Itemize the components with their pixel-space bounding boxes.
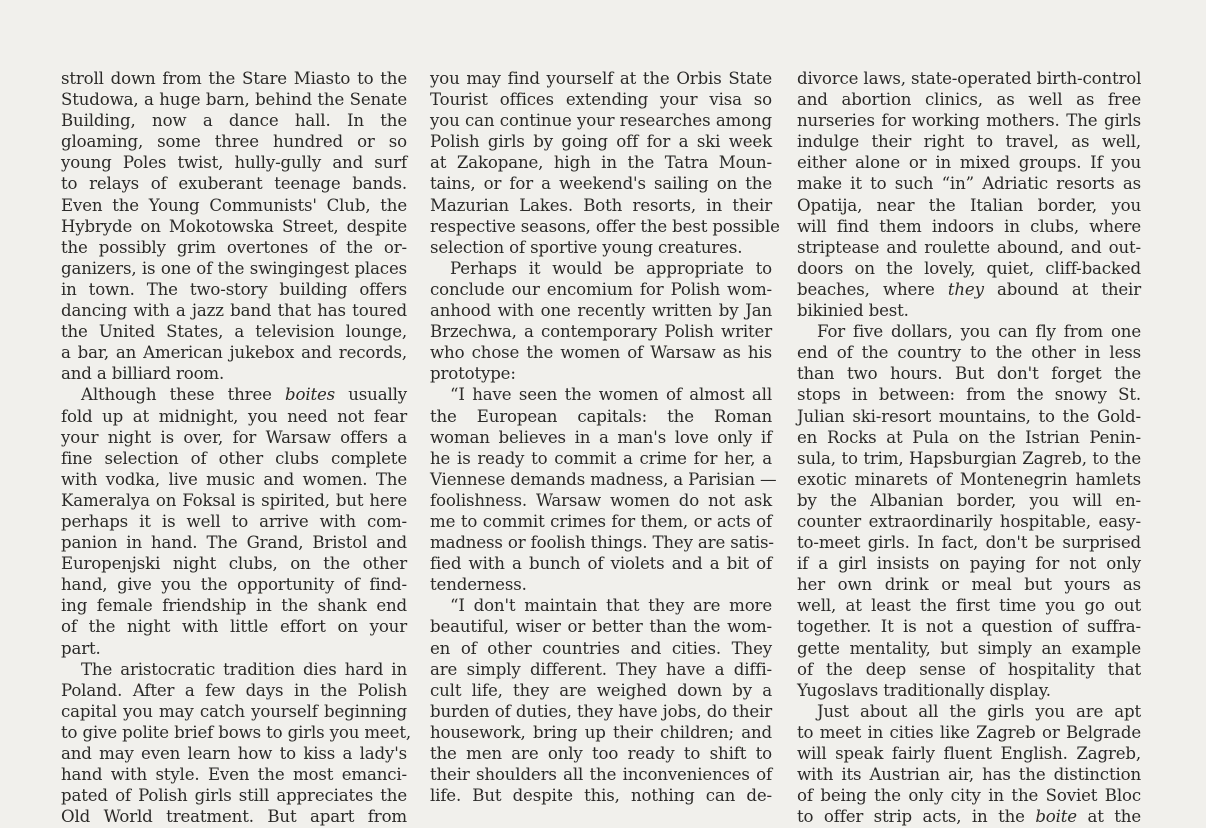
text-line: their shoulders all the inconveniences of <box>430 765 772 785</box>
text-line: “I have seen the women of almost all <box>450 385 772 405</box>
text-line: than two hours. But don't forget the <box>797 364 1141 384</box>
text-line: and abortion clinics, as well as free <box>797 90 1141 110</box>
text-line: Studowa, a huge barn, behind the Senate <box>61 90 407 110</box>
text-line: perhaps it is well to arrive with com- <box>61 511 407 531</box>
text-line: young Poles twist, hully-gully and surf <box>61 153 407 173</box>
text-line: doors on the lovely, quiet, cliff-backed <box>797 258 1141 278</box>
text-line: with vodka, live music and women. The <box>61 469 407 489</box>
text-line: “I don't maintain that they are more <box>450 596 772 616</box>
text-line: her own drink or meal but yours as <box>797 575 1141 595</box>
text-line: by the Albanian border, you will en- <box>797 490 1141 510</box>
text-line: Perhaps it would be appropriate to <box>450 258 772 278</box>
text-line: part. <box>61 638 101 658</box>
text-line: woman believes in a man's love only if <box>430 427 772 447</box>
text-column-1 <box>61 68 411 827</box>
text-line: burden of duties, they have jobs, do their <box>430 701 772 721</box>
text-line: For five dollars, you can fly from one <box>817 322 1141 342</box>
text-line: Tourist offices extending your visa so <box>430 90 772 110</box>
text-line: Poland. After a few days in the Polish <box>61 680 407 700</box>
text-line: of the night with little effort on your <box>61 617 407 637</box>
text-line: if a girl insists on paying for not only <box>797 554 1141 574</box>
text-line: make it to such “in” Adriatic resorts as <box>797 174 1141 194</box>
text-line: a bar, an American jukebox and records, <box>61 343 407 363</box>
text-line: dancing with a jazz band that has toured <box>61 301 407 321</box>
text-line: Building, now a dance hall. In the <box>61 111 407 131</box>
text-line: your night is over, for Warsaw offers a <box>61 427 407 447</box>
text-line: Just about all the girls you are apt <box>817 701 1141 721</box>
text-line: Yugoslavs traditionally display. <box>797 680 1051 700</box>
text-line: of the deep sense of hospitality that <box>797 659 1141 679</box>
text-line: fold up at midnight, you need not fear <box>61 406 407 426</box>
text-line: Although these three boites usually <box>81 385 407 405</box>
text-line: the possibly grim overtones of the or- <box>61 237 407 257</box>
text-line: with its Austrian air, has the distinction <box>797 765 1141 785</box>
text-line: will find them indoors in clubs, where <box>797 216 1141 236</box>
text-line: nurseries for working mothers. The girls <box>797 111 1141 131</box>
text-line: en Rocks at Pula on the Istrian Penin- <box>797 427 1141 447</box>
text-line: at Zakopane, high in the Tatra Moun- <box>430 153 772 173</box>
text-line: madness or foolish things. They are satis- <box>430 533 774 553</box>
text-line: to give polite brief bows to girls you meet, <box>61 722 411 742</box>
text-line: gloaming, some three hundred or so <box>61 132 407 152</box>
text-line: Brzechwa, a contemporary Polish writer <box>430 322 772 342</box>
text-line: beaches, where they abound at their <box>797 279 1141 299</box>
text-line: life. But despite this, nothing can de- <box>430 786 772 806</box>
text-line: hand with style. Even the most emanci- <box>61 765 407 785</box>
text-line: Old World treatment. But apart from <box>61 807 407 827</box>
text-line: gette mentality, but simply an example <box>797 638 1141 658</box>
text-line: hand, give you the opportunity of find- <box>61 575 407 595</box>
text-line: selection of sportive young creatures. <box>430 237 743 257</box>
text-line: you can continue your researches among <box>430 111 772 131</box>
text-line: counter extraordinarily hospitable, easy- <box>797 511 1141 531</box>
text-line: he is ready to commit a crime for her, a <box>430 448 772 468</box>
text-line: ing female friendship in the shank end <box>61 596 407 616</box>
text-line: exotic minarets of Montenegrin hamlets <box>797 469 1141 489</box>
text-line: end of the country to the other in less <box>797 343 1141 363</box>
text-line: who chose the women of Warsaw as his <box>430 343 772 363</box>
text-line: the United States, a television lounge, <box>61 322 407 342</box>
text-line: tenderness. <box>430 575 527 595</box>
text-line: divorce laws, state-operated birth-control <box>797 69 1142 88</box>
text-line: well, at least the first time you go out <box>797 596 1141 616</box>
text-line: stroll down from the Stare Miasto to the <box>61 69 407 88</box>
text-line: beautiful, wiser or better than the wom- <box>430 617 772 637</box>
text-line: me to commit crimes for them, or acts of <box>430 511 772 531</box>
text-line: housework, bring up their children; and <box>430 722 772 742</box>
text-line: of being the only city in the Soviet Bloc <box>797 786 1141 806</box>
text-line: respective seasons, offer the best possible <box>430 216 780 236</box>
text-line: and may even learn how to kiss a lady's <box>61 744 407 763</box>
text-line: panion in hand. The Grand, Bristol and <box>61 533 407 553</box>
text-line: to meet in cities like Zagreb or Belgrade <box>797 722 1141 742</box>
text-line: fied with a bunch of violets and a bit of <box>430 554 772 574</box>
text-line: Even the Young Communists' Club, the <box>61 195 407 215</box>
text-line: capital you may catch yourself beginning <box>61 701 407 721</box>
text-line: sula, to trim, Hapsburgian Zagreb, to the <box>797 448 1141 468</box>
text-line: Opatija, near the Italian border, you <box>797 195 1141 215</box>
text-line: anhood with one recently written by Jan <box>430 301 772 321</box>
text-line: striptease and roulette abound, and out- <box>797 237 1141 257</box>
text-line: en of other countries and cities. They <box>430 638 772 658</box>
text-line: tains, or for a weekend's sailing on the <box>430 174 772 194</box>
text-line: to relays of exuberant teenage bands. <box>61 174 407 194</box>
text-line: Julian ski-resort mountains, to the Gold- <box>797 406 1141 426</box>
text-line: indulge their right to travel, as well, <box>797 132 1141 152</box>
text-line: are simply different. They have a diffi- <box>430 659 772 679</box>
text-line: you may find yourself at the Orbis State <box>430 69 772 88</box>
text-line: will speak fairly fluent English. Zagreb, <box>797 744 1141 763</box>
text-line: bikinied best. <box>797 301 909 321</box>
text-line: the men are only too ready to shift to <box>430 744 772 763</box>
text-line: Polish girls by going off for a ski week <box>430 132 772 152</box>
text-line: the European capitals: the Roman <box>430 406 772 426</box>
text-line: The aristocratic tradition dies hard in <box>81 659 407 679</box>
text-line: together. It is not a question of suffra- <box>797 617 1141 637</box>
text-line: in town. The two-story building offers <box>61 279 407 299</box>
text-line: to-meet girls. In fact, don't be surprised <box>797 533 1141 553</box>
text-line: either alone or in mixed groups. If you <box>797 153 1141 173</box>
text-column-2 <box>430 68 780 806</box>
text-line: Europenjski night clubs, on the other <box>61 554 407 574</box>
text-line: and a billiard room. <box>61 364 225 384</box>
text-line: to offer strip acts, in the boite at the <box>797 807 1141 827</box>
text-line: Viennese demands madness, a Parisian — <box>430 469 777 489</box>
text-line: foolishness. Warsaw women do not ask <box>430 490 772 510</box>
text-line: prototype: <box>430 364 516 384</box>
text-line: pated of Polish girls still appreciates the <box>61 786 407 806</box>
text-line: Hybryde on Mokotowska Street, despite <box>61 216 407 236</box>
text-line: fine selection of other clubs complete <box>61 448 407 468</box>
text-line: cult life, they are weighed down by a <box>430 680 772 700</box>
text-line: stops in between: from the snowy St. <box>797 385 1141 405</box>
text-line: ganizers, is one of the swingingest places <box>61 258 407 278</box>
text-line: conclude our encomium for Polish wom- <box>430 279 772 299</box>
text-column-3 <box>797 68 1141 827</box>
text-line: Mazurian Lakes. Both resorts, in their <box>430 195 772 215</box>
text-line: Kameralya on Foksal is spirited, but here <box>61 490 407 510</box>
